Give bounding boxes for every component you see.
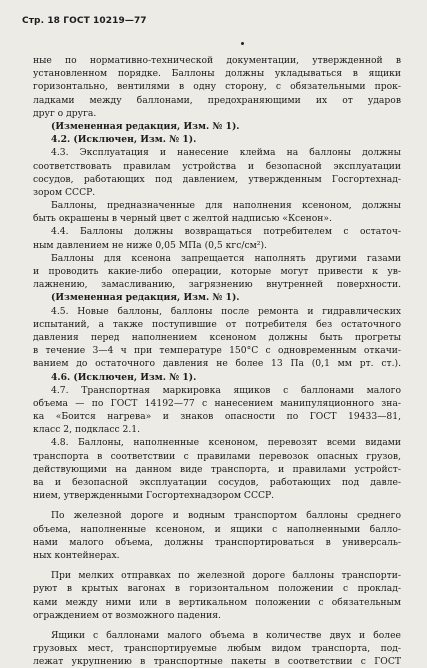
text-line: руют в крытых вагонах в горизонтальном положении с проклад- bbox=[33, 583, 401, 595]
text-line: нами малого объема, должны транспортироваться в универсаль- bbox=[33, 536, 401, 548]
text-line: соответствовать правилам устройства и безопасной эксплуатации bbox=[33, 160, 401, 172]
text-line: ные по нормативно-технической документации, утвержденной в bbox=[33, 55, 401, 66]
text-line: По железной дороге и водным транспортом баллоны среднего bbox=[51, 510, 401, 522]
text-line: Баллоны, предназначенные для наполнения ксеноном, должны bbox=[51, 200, 401, 212]
text-line: установленном порядке. Баллоны должны укладываться в ящики bbox=[33, 68, 401, 80]
text-line: лажнению, замасливанию, загрязнению внутренней поверхности. bbox=[33, 279, 401, 291]
text-line: давления перед наполнением ксеноном должны быть прогреты bbox=[33, 331, 401, 343]
document-body bbox=[33, 54, 401, 668]
dot-mark bbox=[241, 42, 244, 45]
text-line: сосудов, работающих под давлением, утвержденным Госгортехнад- bbox=[33, 173, 401, 185]
text-line: и проводить какие-либо операции, которые могут привести к ув- bbox=[33, 266, 401, 277]
text-line: ограждением от возможного падения. bbox=[33, 609, 221, 621]
text-line: транспорта в соответствии с правилами перевозок опасных грузов, bbox=[33, 450, 401, 462]
text-line: друг о друга. bbox=[33, 107, 97, 119]
text-line: При мелких отправках по железной дороге баллоны транспорти- bbox=[51, 570, 401, 582]
text-line: горизонтально, вентилями в одну сторону, с обязательными прок- bbox=[33, 81, 401, 93]
text-line: ванием до остаточного давления не более 13 Па (0,1 мм рт. ст.). bbox=[33, 358, 401, 370]
page-header: Стр. 18 ГОСТ 10219—77 bbox=[22, 16, 147, 26]
text-line: зором СССР. bbox=[33, 186, 96, 198]
text-line: ладками между баллонами, предохраняющими их от ударов bbox=[33, 94, 401, 106]
text-line: объема — по ГОСТ 14192—77 с нанесением манипуляционного зна- bbox=[33, 397, 401, 409]
text-line: нием, утвержденными Госгортехнадзором СССР. bbox=[33, 490, 275, 502]
text-line: ва и безопасной эксплуатации сосудов, работающих под давле- bbox=[33, 477, 401, 488]
text-line: 4.3. Эксплуатация и нанесение клейма на баллоны должны bbox=[51, 147, 401, 159]
text-line: объема, наполненные ксеноном, и ящики с наполненными балло- bbox=[33, 523, 401, 535]
text-line: Баллоны для ксенона запрещается наполнять другими газами bbox=[51, 252, 401, 264]
amendment-line: (Измененная редакция, Изм. № 1). bbox=[51, 292, 240, 304]
text-line: 4.8. Баллоны, наполненные ксеноном, перевозят всеми видами bbox=[51, 437, 401, 449]
text-line: ка «Боится нагрева» и знаков опасности по ГОСТ 19433—81, bbox=[33, 411, 401, 423]
text-line: испытаний, а также поступившие от потребителя без остаточного bbox=[33, 318, 401, 330]
text-line: быть окрашены в черный цвет с желтой надписью «Ксенон». bbox=[33, 213, 332, 225]
text-line: лежат укрупнению в транспортные пакеты в соответствии с ГОСТ bbox=[33, 656, 401, 668]
text-line: грузовых мест, транспортируемые любым видом транспорта, под- bbox=[33, 643, 401, 655]
text-line: класс 2, подкласс 2.1. bbox=[33, 424, 141, 436]
text-line: действующими на данном виде транспорта, и правилами устройст- bbox=[33, 463, 401, 475]
text-line: ным давлением не ниже 0,05 МПа (0,5 кгс/см²). bbox=[33, 239, 267, 251]
text-line: в течение 3—4 ч при температуре 150°С с одновременным откачи- bbox=[33, 345, 401, 357]
text-line: 4.4. Баллоны должны возвращаться потребителем с остаточ- bbox=[51, 226, 401, 238]
excluded-line: 4.6. (Исключен, Изм. № 1). bbox=[51, 371, 197, 383]
text-line: ками между ними или в вертикальном положении с обязательным bbox=[33, 596, 401, 608]
text-line: ных контейнерах. bbox=[33, 549, 120, 561]
text-line: 4.5. Новые баллоны, баллоны после ремонта и гидравлических bbox=[51, 305, 401, 317]
excluded-line: 4.2. (Исключен, Изм. № 1). bbox=[51, 134, 197, 146]
text-line: Ящики с баллонами малого объема в количестве двух и более bbox=[51, 629, 401, 641]
text-line: 4.7. Транспортная маркировка ящиков с баллонами малого bbox=[51, 384, 401, 396]
amendment-line: (Измененная редакция, Изм. № 1). bbox=[51, 120, 240, 132]
